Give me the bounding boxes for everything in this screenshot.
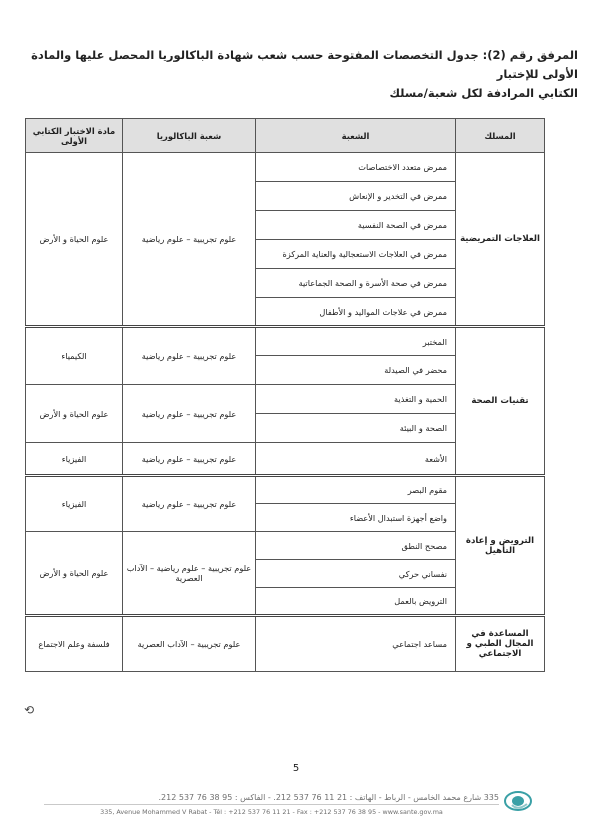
specialties-table-wrapper — [26, 118, 545, 672]
header-subject: مادة الاختبار الكتابي الأولى — [26, 119, 123, 153]
page-number: 5 — [292, 763, 300, 774]
ministry-logo-icon — [503, 788, 533, 814]
branch-cell: الحمية و التغذية — [256, 385, 456, 414]
branch-cell: ممرض في التخدير و الإنعاش — [256, 182, 456, 211]
specialties-table — [25, 118, 545, 672]
branch-cell: ممرض في علاجات المواليد و الأطفال — [256, 298, 456, 327]
table-row — [26, 327, 545, 356]
bac-cell: علوم تجريبية – علوم رياضية – الآداب العصرية — [123, 532, 256, 616]
footer-divider — [44, 804, 499, 805]
table-row — [26, 616, 545, 672]
table-row — [26, 153, 545, 182]
branch-cell: الأشعة — [256, 443, 456, 476]
bac-cell: علوم تجريبية – علوم رياضية — [123, 443, 256, 476]
track-rehabilitation: الترويض و إعادة التأهيل — [456, 476, 545, 616]
subject-cell: علوم الحياة و الأرض — [26, 532, 123, 616]
branch-cell: ممرض في الصحة النفسية — [256, 211, 456, 240]
handwritten-mark: ⟲ — [24, 703, 35, 717]
bac-cell: علوم تجريبية – علوم رياضية — [123, 476, 256, 532]
branch-cell: ممرض في العلاجات الاستعجالية والعناية المركزة — [256, 240, 456, 269]
footer-address-arabic: 335 شارع محمد الخامس - الرباط - الهاتف : 21 11 76 537 212. - الفاكس : 95 38 76 537 212. — [158, 793, 499, 802]
header-bac: شعبة الباكالوريا — [123, 119, 256, 153]
document-title — [14, 46, 578, 103]
header-track: المسلك — [456, 119, 545, 153]
track-nursing: العلاجات التمريضية — [456, 153, 545, 327]
table-row — [26, 476, 545, 504]
subject-cell: علوم الحياة و الأرض — [26, 385, 123, 443]
track-social-assistance: المساعدة في المجال الطبي و الاجتماعي — [456, 616, 545, 672]
subject-cell: الكيمياء — [26, 327, 123, 385]
branch-cell: ممرض في صحة الأسرة و الصحة الجماعاتية — [256, 269, 456, 298]
bac-cell: علوم تجريبية – علوم رياضية — [123, 327, 256, 385]
subject-cell: فلسفة وعلم الاجتماع — [26, 616, 123, 672]
branch-cell: واضع أجهزة استبدال الأعضاء — [256, 504, 456, 532]
subject-cell: الفيزياء — [26, 476, 123, 532]
branch-cell: نفساني حركي — [256, 560, 456, 588]
branch-cell: مساعد اجتماعي — [256, 616, 456, 672]
table-header-row — [26, 119, 545, 153]
bac-cell: علوم تجريبية – علوم رياضية — [123, 153, 256, 327]
title-line-2: الكتابي المرادفة لكل شعبة/مسلك — [389, 86, 578, 100]
bac-cell: علوم تجريبية – الآداب العصرية — [123, 616, 256, 672]
title-line-1: المرفق رقم (2): جدول التخصصات المفتوحة حسب شعب شهادة الباكالوريا المحصل عليها والمادة الأولى للإختبار — [31, 48, 578, 81]
bac-cell: علوم تجريبية – علوم رياضية — [123, 385, 256, 443]
track-health-techniques: تقنيات الصحة — [456, 327, 545, 476]
branch-cell: محضر في الصيدلة — [256, 356, 456, 385]
branch-cell: المختبر — [256, 327, 456, 356]
footer-address-french: 335, Avenue Mohammed V Rabat - Tél : +212 537 76 11 21 - Fax : +212 537 76 38 95 - www.sante.gov.ma — [100, 808, 443, 816]
branch-cell: مقوم البصر — [256, 476, 456, 504]
branch-cell: ممرض متعدد الاختصاصات — [256, 153, 456, 182]
header-branch: الشعبة — [256, 119, 456, 153]
branch-cell: الترويض بالعمل — [256, 588, 456, 616]
branch-cell: الصحة و البيئة — [256, 414, 456, 443]
subject-cell: علوم الحياة و الأرض — [26, 153, 123, 327]
branch-cell: مصحح النطق — [256, 532, 456, 560]
subject-cell: الفيزياء — [26, 443, 123, 476]
